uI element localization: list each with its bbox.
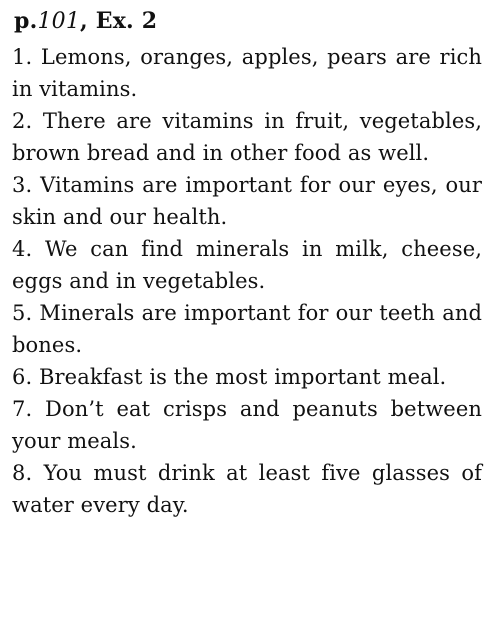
answer-item-2: 2. There are vitamins in fruit, vegetables, brown bread and in other food as well. — [12, 109, 482, 165]
document-page — [12, 6, 482, 521]
answer-item-4: 4. We can find minerals in milk, cheese, eggs and in vegetables. — [12, 237, 482, 293]
heading-exercise: , Ex. 2 — [80, 8, 158, 34]
answer-list — [12, 41, 482, 521]
page-number: 101 — [37, 9, 81, 34]
answer-item-5: 5. Minerals are important for our teeth and bones. — [12, 301, 482, 357]
answer-item-8: 8. You must drink at least five glasses of water every day. — [12, 461, 482, 517]
answer-item-3: 3. Vitamins are important for our eyes, our skin and our health. — [12, 173, 482, 229]
answer-item-7: 7. Don’t eat crisps and peanuts between your meals. — [12, 397, 482, 453]
heading-prefix: p. — [14, 8, 38, 34]
answer-item-6: 6. Breakfast is the most important meal. — [12, 365, 447, 389]
exercise-heading — [14, 6, 482, 37]
answer-item-1: 1. Lemons, oranges, apples, pears are rich in vitamins. — [12, 45, 482, 101]
